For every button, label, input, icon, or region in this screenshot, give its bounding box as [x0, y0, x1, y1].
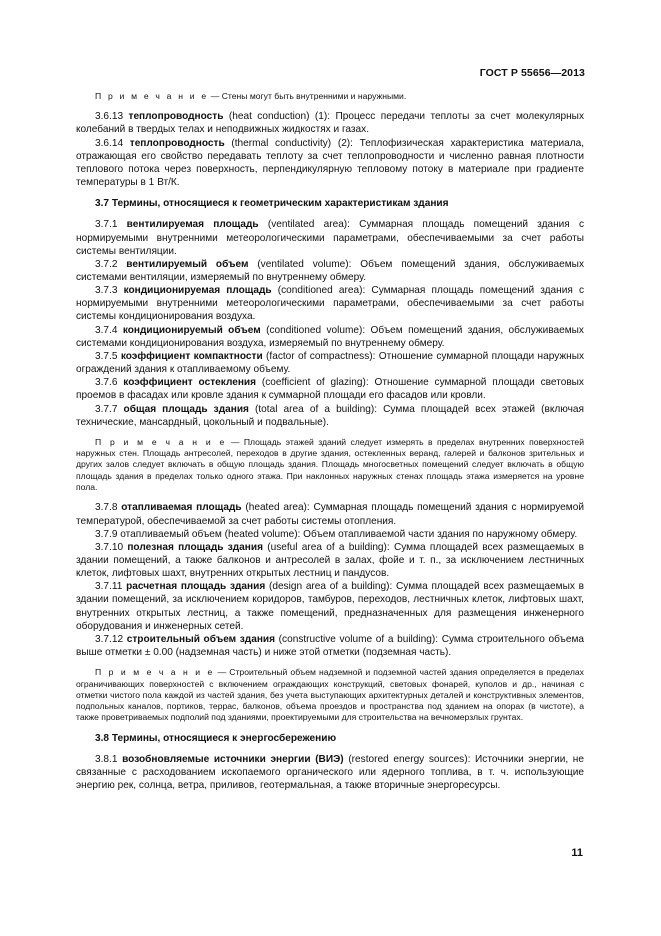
document-code: ГОСТ Р 55656—2013 [479, 67, 585, 79]
term-3-7-1: 3.7.1 вентилируемая площадь (ventilated area): Суммарная площадь помещений здания с нормируемыми внутренними метеорологическими параметрами, обеспечиваемыми за счет работы системы вентиляции. [76, 219, 584, 257]
term-3-7-4: 3.7.4 кондиционируемый объем (conditioned volume): Объем помещений здания, обслуживаемых системами кондиционирования воздуха, измеряемый по внутреннему обмеру. [76, 324, 584, 349]
term-3-7-3: 3.7.3 кондиционируемая площадь (conditioned area): Суммарная площадь помещений здания с нормируемыми внутренними метеорологическими параметрами, обеспечиваемыми за счет работы системы кондиционирования воздуха. [76, 285, 584, 323]
term-3-7-8: 3.7.8 отапливаемая площадь (heated area): Суммарная площадь помещений здания с нормируемой температурой, обеспечиваемой за счет работы системы отопления. [76, 502, 584, 527]
page-content [76, 91, 584, 792]
section-heading-3-8: 3.8 Термины, относящиеся к энергосбережению [95, 732, 337, 744]
term-3-6-14: 3.6.14 теплопроводность (thermal conductivity) (2): Теплофизическая характеристика материала, отражающая его свойство передавать теплоту за счет теплопроводности и численно равная плотности теплового потока через поверхность, перпендикулярную тепловому потоку в материале при градиенте температуры в 1 Вт/К. [76, 137, 585, 189]
term-3-7-2: 3.7.2 вентилируемый объем (ventilated volume): Объем помещений здания, обслуживаемых системами вентиляции, измеряемый по внутреннему обмеру. [76, 258, 584, 284]
note-construction-volume: П р и м е ч а н и е — Строительный объем надземной и подземной частей здания определяется в пределах ограничивающих поверхностей с включением ограждающих конструкций, световых фонарей, куполов и др., начиная с отметки чистого пола каждой из частей здания, без учета выступающих архитектурных деталей и конструктивных элементов, подпольных каналов, портиков, террас, балконов, объема проездов и пространства под зданием на опорах (в чистоте), а также проветриваемых подполий под зданиями, проектируемыми для строительства на вечномерзлых грунтах. [76, 667, 584, 723]
page-number: 11 [571, 847, 583, 859]
note-walls: П р и м е ч а н и е — Стены могут быть внутренними и наружными. [95, 91, 407, 101]
term-3-7-12: 3.7.12 строительный объем здания (constructive volume of a building): Сумма строительного объема выше отметки ± 0.00 (надземная часть) и ниже этой отметки (подземная часть). [76, 633, 584, 659]
term-3-7-6: 3.7.6 коэффициент остекления (coefficient of glazing): Отношение суммарной площади световых проемов в фасадах или кровле здания к суммарной площади его фасадов или кровли. [76, 377, 584, 402]
term-3-7-11: 3.7.11 расчетная площадь здания (design area of a building): Сумма площадей всех размещаемых в здании помещений, за исключением коридоров, тамбуров, переходов, лестничных клеток, лифтовых шахт, внутренних открытых лестниц, а также помещений, предназначенных для размещения инженерного оборудования и инженерных сетей. [76, 581, 584, 632]
section-heading-3-7: 3.7 Термины, относящиеся к геометрическим характеристикам здания [95, 198, 449, 210]
term-3-7-10: 3.7.10 полезная площадь здания (useful area of a building): Сумма площадей всех размещаемых в здании помещений, а также балконов и антресолей в залах, фойе и т. п., за исключением лестничных клеток, лифтовых шахт, внутренних открытых лестниц и пандусов. [76, 541, 584, 580]
note-label: П р и м е ч а н и е [95, 91, 209, 101]
term-3-7-9: 3.7.9 отапливаемый объем (heated volume): Объем отапливаемой части здания по наружному обмеру. [95, 528, 578, 540]
note-floor-area: П р и м е ч а н и е — Площадь этажей зданий следует измерять в пределах внутренних поверхностей наружных стен. Площадь антресолей, переходов в другие здания, остекленных веранд, галерей и балконов зрительных и других залов следует включать в общую площадь здания. Площадь многосветных помещений следует включать в общую площадь здания в пределах только одного этажа. При наклонных наружных стенах площадь этажа измеряется на уровне пола. [76, 436, 584, 493]
term-3-7-5: 3.7.5 коэффициент компактности (factor of compactness): Отношение суммарной площади наружных ограждений здания к отапливаемому объему. [76, 350, 585, 376]
term-3-8-1: 3.8.1 возобновляемые источники энергии (ВИЭ) (restored energy sources): Источники энергии, не связанные с расходованием ископаемого органического или ядерного топлива, в т. ч. использующие энергию рек, солнца, ветра, приливов, геотермальная, а также вторичные энергоресурсы. [76, 753, 584, 792]
term-3-6-13: 3.6.13 теплопроводность (heat conduction) (1): Процесс передачи теплоты за счет молекулярных колебаний в твердых телах и неподвижных жидкостях и газах. [76, 111, 584, 136]
term-3-7-7: 3.7.7 общая площадь здания (total area of a building): Сумма площадей всех этажей (включая технические, мансардный, цокольный и подвальные). [76, 403, 584, 428]
